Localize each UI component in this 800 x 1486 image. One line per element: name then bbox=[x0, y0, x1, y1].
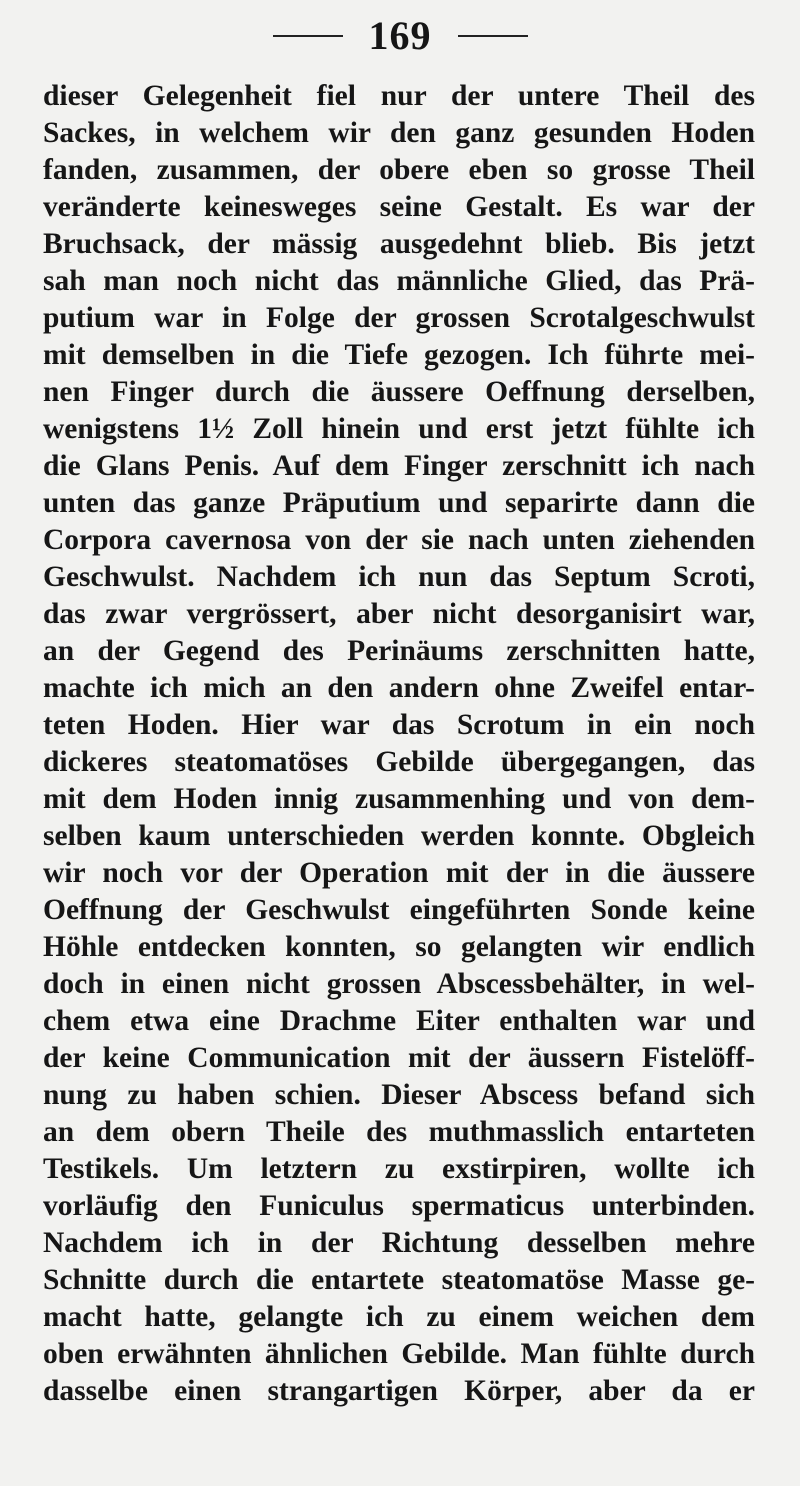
text-line: nen Finger durch die äussere Oeffnung derselben, bbox=[43, 376, 755, 408]
body-text bbox=[43, 78, 755, 1410]
text-line: nung zu haben schien. Dieser Abscess befand sich bbox=[43, 1079, 755, 1111]
text-line: mit demselben in die Tiefe gezogen. Ich führte mei- bbox=[43, 339, 755, 371]
text-line: Höhle entdecken konnten, so gelangten wir endlich bbox=[43, 931, 755, 963]
text-line: sah man noch nicht das männliche Glied, das Prä- bbox=[43, 265, 755, 297]
text-line: Schnitte durch die entartete steatomatöse Masse ge- bbox=[43, 1264, 755, 1296]
text-line: teten Hoden. Hier war das Scrotum in ein noch bbox=[43, 709, 755, 741]
text-line: doch in einen nicht grossen Abscessbehälter, in wel- bbox=[43, 968, 755, 1000]
text-line: chem etwa eine Drachme Eiter enthalten war und bbox=[43, 1005, 755, 1037]
text-line: das zwar vergrössert, aber nicht desorganisirt war, bbox=[43, 598, 755, 630]
text-line: fanden, zusammen, der obere eben so grosse Theil bbox=[43, 154, 755, 186]
text-line: mit dem Hoden innig zusammenhing und von dem- bbox=[43, 783, 755, 815]
text-line: die Glans Penis. Auf dem Finger zerschnitt ich nach bbox=[43, 450, 755, 482]
text-line: macht hatte, gelangte ich zu einem weichen dem bbox=[43, 1301, 755, 1333]
text-line: dasselbe einen strangartigen Körper, aber da er bbox=[43, 1375, 755, 1407]
header-rule-right bbox=[458, 35, 528, 37]
text-line: machte ich mich an den andern ohne Zweifel entar- bbox=[43, 672, 755, 704]
text-line: an der Gegend des Perinäums zerschnitten hatte, bbox=[43, 635, 755, 667]
text-line: putium war in Folge der grossen Scrotalgeschwulst bbox=[43, 302, 755, 334]
text-line: der keine Communication mit der äussern Fistelöff- bbox=[43, 1042, 755, 1074]
text-line: Testikels. Um letztern zu exstirpiren, wollte ich bbox=[43, 1153, 755, 1185]
text-line: unten das ganze Präputium und separirte dann die bbox=[43, 487, 755, 519]
header-rule-left bbox=[273, 35, 343, 37]
text-line: Sackes, in welchem wir den ganz gesunden Hoden bbox=[43, 117, 755, 149]
text-line: veränderte keinesweges seine Gestalt. Es war der bbox=[43, 191, 755, 223]
text-line: an dem obern Theile des muthmasslich entarteten bbox=[43, 1116, 755, 1148]
text-line: dickeres steatomatöses Gebilde übergegangen, das bbox=[43, 746, 755, 778]
text-line: Geschwulst. Nachdem ich nun das Septum Scroti, bbox=[43, 561, 755, 593]
page-number: 169 bbox=[368, 13, 432, 58]
text-line: wenigstens 1½ Zoll hinein und erst jetzt fühlte ich bbox=[43, 413, 755, 445]
text-line: selben kaum unterschieden werden konnte. Obgleich bbox=[43, 820, 755, 852]
text-line: Oeffnung der Geschwulst eingeführten Sonde keine bbox=[43, 894, 755, 926]
page-header bbox=[0, 14, 800, 58]
text-line: Nachdem ich in der Richtung desselben mehre bbox=[43, 1227, 755, 1259]
text-line: Corpora cavernosa von der sie nach unten ziehenden bbox=[43, 524, 755, 556]
text-line: oben erwähnten ähnlichen Gebilde. Man fühlte durch bbox=[43, 1338, 755, 1370]
text-line: dieser Gelegenheit fiel nur der untere Theil des bbox=[43, 80, 755, 112]
text-line: wir noch vor der Operation mit der in die äussere bbox=[43, 857, 755, 889]
text-line: Bruchsack, der mässig ausgedehnt blieb. Bis jetzt bbox=[43, 228, 755, 260]
text-line: vorläufig den Funiculus spermaticus unterbinden. bbox=[43, 1190, 755, 1222]
